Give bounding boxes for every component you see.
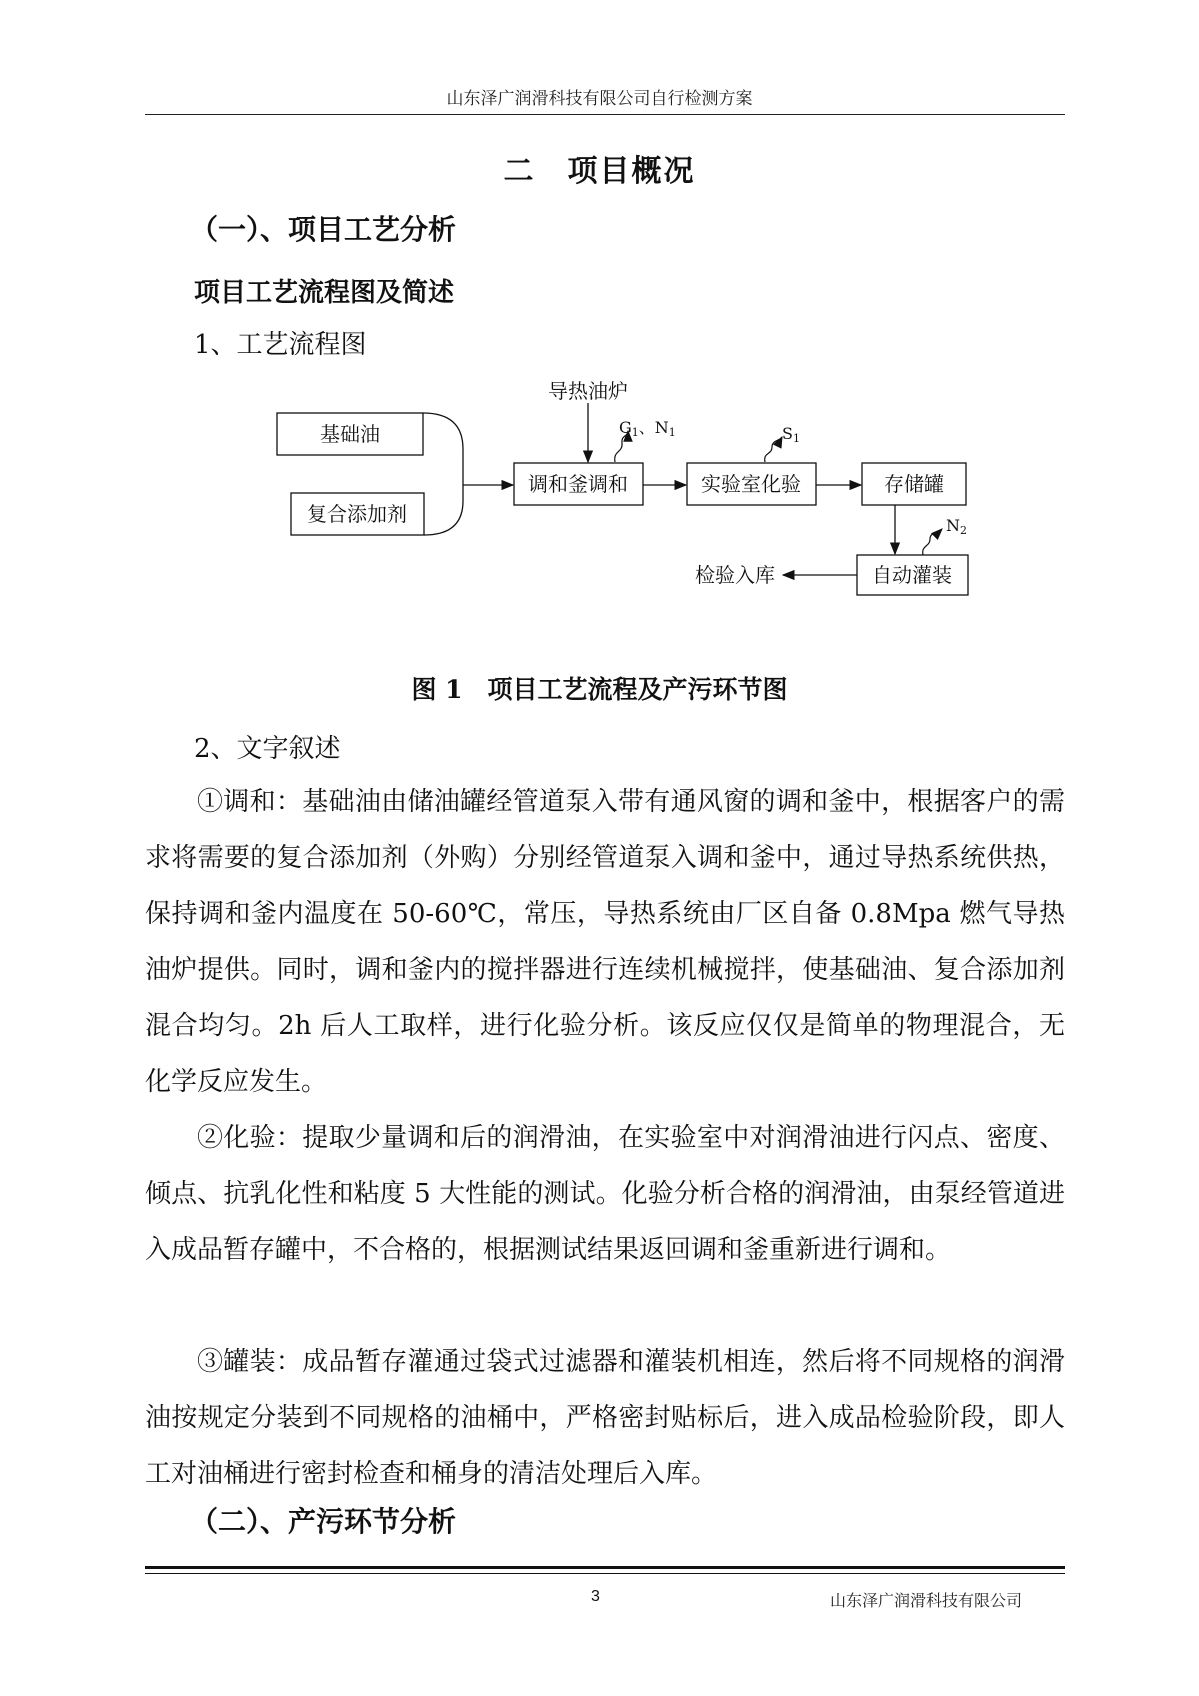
footer-divider-thick — [145, 1566, 1065, 1569]
storage-label: 检验入库 — [695, 563, 775, 587]
node-lab — [687, 463, 816, 505]
node-additive — [291, 493, 424, 535]
node-tank-label: 存储罐 — [884, 472, 944, 496]
emission-arrow-s1 — [765, 437, 782, 462]
text-description-heading: 2、文字叙述 — [194, 734, 341, 764]
footer-divider-thin — [145, 1573, 1065, 1574]
emission-label-s1: S1 — [782, 424, 800, 445]
emission-label-n2: N2 — [946, 516, 967, 537]
heater-label: 导热油炉 — [548, 379, 628, 403]
node-base-oil-label: 基础油 — [320, 422, 380, 446]
node-additive-label: 复合添加剂 — [307, 502, 407, 526]
process-flow-diagram — [270, 379, 1040, 655]
paragraph-testing: ②化验：提取少量调和后的润滑油，在实验室中对润滑油进行闪点、密度、倾点、抗乳化性和粘度 5 大性能的测试。化验分析合格的润滑油，由泵经管道进入成品暂存罐中，不合格的，根据测试结果返回调和釜重新进行调和。 — [145, 1123, 1065, 1265]
header-title: 山东泽广润滑科技有限公司自行检测方案 — [446, 89, 753, 109]
node-blend-label: 调和釜调和 — [528, 472, 628, 496]
chapter-title: 二 项目概况 — [503, 154, 696, 189]
figure-caption: 图 1 项目工艺流程及产污环节图 — [411, 675, 788, 704]
subsection-title: 项目工艺流程图及简述 — [194, 278, 455, 308]
node-filling — [857, 555, 968, 595]
section2-title: （二）、产污环节分析 — [190, 1505, 457, 1538]
footer-company: 山东泽广润滑科技有限公司 — [830, 1591, 1023, 1610]
node-base-oil — [277, 413, 423, 455]
emission-label-g1n1: G1、N1 — [619, 418, 676, 439]
page-number: 3 — [591, 1588, 600, 1605]
paragraph-blending: ①调和：基础油由储油罐经管道泵入带有通风窗的调和釜中，根据客户的需求将需要的复合添加剂（外购）分别经管道泵入调和釜中，通过导热系统供热，保持调和釜内温度在 50-60℃，常压，导热系统由厂区自备 0.8Mpa 燃气导热油炉提供。同时，调和釜内的搅拌器进行连续机械搅拌，使基础油、复合添加剂混合均匀。2h 后人工取样，进行化验分析。该反应仅仅是简单的物理混合，无化学反应发生。 — [145, 787, 1065, 1097]
section-title: （一）、项目工艺分析 — [190, 213, 457, 246]
emission-arrow-n2 — [923, 529, 942, 555]
input-merge-bracket — [423, 413, 463, 535]
node-blend — [514, 463, 643, 505]
flow-chart-heading: 1、工艺流程图 — [194, 330, 367, 360]
paragraph-filling: ③罐装：成品暂存灌通过袋式过滤器和灌装机相连，然后将不同规格的润滑油按规定分装到不同规格的油桶中，严格密封贴标后，进入成品检验阶段，即人工对油桶进行密封检查和桶身的清洁处理后入库。 — [145, 1347, 1065, 1489]
node-tank — [862, 463, 966, 505]
node-filling-label: 自动灌装 — [872, 563, 952, 587]
header-divider — [145, 114, 1065, 115]
node-lab-label: 实验室化验 — [701, 472, 801, 496]
